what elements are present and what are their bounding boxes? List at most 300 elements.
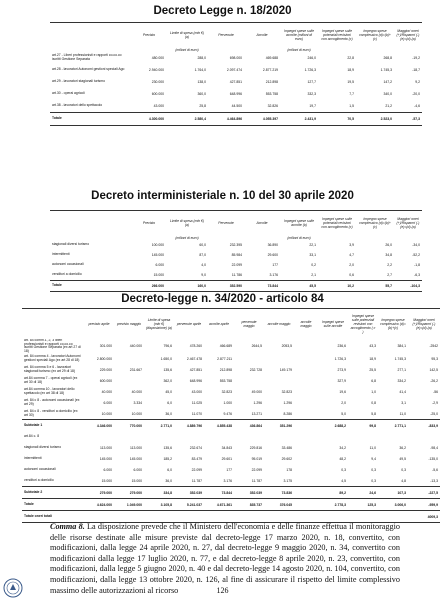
- table-cell: -26,2: [430, 378, 438, 383]
- table-cell: 1.000: [223, 400, 232, 405]
- table-cell: 89,2: [318, 487, 348, 499]
- column-header: previsto maggio: [117, 322, 141, 326]
- column-header: previsto aprile: [88, 322, 110, 326]
- table-cell: 466.689: [219, 344, 232, 349]
- table-cell: 835.737: [234, 499, 264, 511]
- row-label: venditori a domicilio: [24, 478, 54, 483]
- table-cell: 3,1: [401, 400, 406, 405]
- table-cell: 21,2: [385, 104, 392, 108]
- table-cell: 135,6: [163, 445, 172, 450]
- table-cell: 4.464.896: [208, 113, 244, 126]
- table-cell: 11,0: [399, 411, 406, 416]
- table-cell: 360,0: [197, 92, 206, 96]
- table-cell: 440.000: [129, 344, 142, 349]
- units-cell: (milioni di euro): [175, 47, 199, 52]
- table-cell: 1.745,3: [380, 68, 392, 72]
- table-cell: 34,2: [339, 445, 346, 450]
- header-row: [50, 211, 422, 236]
- table-row: [50, 240, 422, 250]
- table-cell: 11.787: [191, 478, 202, 483]
- units-cell: (milioni di euro): [287, 235, 311, 240]
- table-cell: 351.296: [264, 420, 294, 432]
- table-cell: 19,5: [347, 80, 354, 84]
- column-header: Impegni spese sulle potenziali revisioni con accoglimento (c): [321, 29, 353, 41]
- table-cell: 4,8: [401, 478, 406, 483]
- table-row: [50, 270, 422, 281]
- row-label: art. 84 c 8 - venditori a domicilio (ex art 30): [24, 409, 78, 417]
- table-cell: 0,3: [371, 478, 376, 483]
- table-cell: 145.000: [129, 456, 142, 461]
- table-cell: 3,9: [349, 243, 354, 247]
- row-label: autonomi occasionali: [52, 262, 84, 267]
- table-cell: 29.600: [267, 253, 278, 257]
- table-cell: 45,5: [280, 281, 318, 292]
- table-cell: 4.300.000: [132, 113, 166, 126]
- table-cell: -1,8: [414, 263, 420, 267]
- table-cell: 1.726,3: [304, 68, 316, 72]
- table-cell: 83.479: [191, 456, 202, 461]
- table-cell: 2,0: [349, 263, 354, 267]
- row-label: art.84 c. 8: [24, 434, 40, 439]
- table-cell: 376.045: [264, 499, 294, 511]
- table-cell: 32.823: [281, 389, 292, 394]
- table-cell: 178: [286, 467, 292, 472]
- table-cell: 34.843: [221, 445, 232, 450]
- table-cell: -2542: [429, 344, 438, 349]
- table-cell: 4.055.397: [244, 113, 280, 126]
- table-cell: 177: [272, 263, 278, 267]
- row-label: Totale: [50, 281, 132, 292]
- table-row: [22, 386, 440, 397]
- table-row: [50, 76, 422, 88]
- table-cell: 24,6: [348, 487, 378, 499]
- table-cell: 4009,3: [408, 511, 440, 523]
- table-cell: 770.000: [114, 420, 144, 432]
- table-cell: -5,6: [432, 467, 438, 472]
- section2-title: Decreto interministeriale n. 10 del 30 aprile 2020: [91, 190, 354, 202]
- table-row: [50, 64, 422, 76]
- table-cell: 2,2: [387, 263, 392, 267]
- table-cell: 279.000: [114, 487, 144, 499]
- table-cell: [294, 464, 318, 475]
- table-cell: 1.745,3: [394, 356, 406, 361]
- row-label: art. 84 comm.1, 2, 3 liberi professionisti e rapporti co.co.co iscritti Gestione Separata (ex art 27 dl 18): [24, 339, 81, 353]
- table-cell: 3.006,0: [378, 499, 408, 511]
- table-cell: 1.049.000: [114, 499, 144, 511]
- table-cell: 6.000: [155, 263, 164, 267]
- table-cell: -56: [433, 389, 438, 394]
- table-cell: [204, 431, 234, 442]
- table-cell: -2,9: [432, 400, 438, 405]
- table-cell: -25,0: [430, 411, 438, 416]
- table-cell: 288,0: [197, 56, 206, 60]
- table-row: [22, 353, 440, 364]
- table-cell: 49,5: [399, 456, 406, 461]
- table-cell: 0,3: [401, 467, 406, 472]
- table-decreto-interministeriale: [50, 210, 422, 292]
- table-cell: [114, 353, 144, 364]
- table-cell: [114, 431, 144, 442]
- table-cell: 2,0: [341, 400, 346, 405]
- table-cell: 6.000: [103, 467, 112, 472]
- table-cell: 33.486: [281, 445, 292, 450]
- table-cell: 4.855.438: [204, 420, 234, 432]
- units-cell: (milioni di euro): [175, 235, 199, 240]
- table-cell: 9,2: [415, 80, 420, 84]
- column-header: Pervenute: [218, 33, 234, 37]
- table-cell: -98,4: [430, 445, 438, 450]
- table-cell: 352.590: [208, 281, 244, 292]
- table-cell: 332,3: [307, 92, 316, 96]
- row-label: art.30 - operai agricoli: [52, 91, 85, 96]
- section3-title: Decreto-legge n. 34/2020 - articolo 84: [121, 293, 324, 305]
- table-cell: 113.000: [99, 445, 112, 450]
- table-cell: 19,7: [309, 104, 316, 108]
- table-row: [22, 431, 440, 442]
- section1-title: Decreto Legge n. 18/2020: [153, 5, 292, 17]
- table-cell: 22.099: [231, 263, 242, 267]
- table-cell: 73.844: [244, 281, 280, 292]
- column-header: Limite di spesa (mln €) (disposizione) (a): [146, 318, 173, 330]
- row-label: art.84 comma 7 - operai agricoli (ex art 30 dl 18): [24, 376, 78, 384]
- table-cell: 0,8: [371, 400, 376, 405]
- table-cell: [144, 431, 174, 442]
- table-cell: 147,2: [383, 80, 392, 84]
- table-cell: 10.000: [131, 411, 142, 416]
- table-cell: [294, 431, 318, 442]
- table-cell: 478.260: [189, 344, 202, 349]
- table-cell: -20,0: [412, 92, 420, 96]
- table-cell: 55,7: [356, 281, 394, 292]
- table-cell: 127,7: [307, 80, 316, 84]
- row-label: Subtotale 1: [22, 420, 84, 432]
- column-header: Pervenute: [218, 221, 234, 225]
- table-cell: 6.000: [133, 467, 142, 472]
- table-cell: 15.000: [131, 478, 142, 483]
- page-number: 126: [216, 586, 229, 595]
- table-row: [22, 442, 440, 453]
- column-header: Impegno spese complessivo (d)=(b)+(c): [380, 318, 406, 330]
- table-cell: [294, 475, 318, 487]
- table-cell: 3.334: [133, 400, 142, 405]
- table-cell: 19,6: [339, 389, 346, 394]
- table-cell: 145.000: [151, 253, 164, 257]
- table-cell: 41,4: [399, 389, 406, 394]
- table-cell: 273,9: [337, 367, 346, 372]
- table-row: [22, 375, 440, 386]
- table-cell: 600.000: [151, 92, 164, 96]
- table-row: [22, 453, 440, 464]
- table-cell: 268,8: [383, 56, 392, 60]
- table-cell: 7,7: [349, 92, 354, 96]
- table-cell: 70,5: [318, 113, 356, 126]
- table-cell: 9,4: [371, 456, 376, 461]
- table-cell: 32.823: [221, 389, 232, 394]
- table-cell: [114, 375, 144, 386]
- table-cell: 6,0: [167, 400, 172, 405]
- table-cell: 44.500: [231, 104, 242, 108]
- table-cell: 43.000: [191, 389, 202, 394]
- table-row: [22, 464, 440, 475]
- table-cell: 4,5: [341, 478, 346, 483]
- table-cell: [318, 431, 348, 442]
- table-cell: 4,7: [349, 253, 354, 257]
- table-cell: 22,1: [309, 243, 316, 247]
- table-cell: 11.786: [231, 273, 242, 277]
- column-header: pervenute aprile: [176, 322, 202, 326]
- column-header: Impegni spese sulle accolte (b): [284, 219, 314, 227]
- table-cell: 327,9: [337, 378, 346, 383]
- table-row: [22, 364, 440, 375]
- table-cell: 2.771,1: [378, 420, 408, 432]
- row-label: art.29 - lavoratori stagionali turismo: [52, 79, 105, 84]
- table-cell: 149.179: [279, 367, 292, 372]
- table-cell: 2.688,2: [318, 420, 348, 432]
- table-cell: 212.898: [265, 80, 278, 84]
- row-label: Totale: [50, 113, 132, 126]
- table-cell: 32.826: [267, 104, 278, 108]
- table-cell: [294, 353, 318, 364]
- table-cell: 2053,5: [281, 344, 292, 349]
- table-cell: 49.000: [251, 389, 262, 394]
- table-cell: 600.000: [99, 378, 112, 383]
- table-cell: 29.602: [281, 456, 292, 461]
- table-cell: 2,7: [387, 273, 392, 277]
- row-label: art.84 comma 10 - lavoratori dello spettacolo (ex art 38 dl 18): [24, 387, 75, 395]
- table-row: [50, 52, 422, 64]
- column-header: pervenute maggio: [241, 320, 257, 328]
- row-label: autonomi occasionali: [24, 467, 56, 472]
- table-cell: [234, 353, 264, 364]
- table-row: [50, 260, 422, 270]
- table-cell: [294, 420, 318, 432]
- table-cell: 113.000: [129, 445, 142, 450]
- table-cell: 15.000: [153, 273, 164, 277]
- table-cell: 100.000: [151, 243, 164, 247]
- row-label: art.38 - lavoratori dello spettacolo: [52, 103, 103, 108]
- table-cell: 4.671.361: [204, 499, 234, 511]
- table-cell: 648.996: [229, 92, 242, 96]
- table-cell: 334,8: [144, 487, 174, 499]
- table-cell: 8.286: [283, 411, 292, 416]
- table-cell: 648.996: [189, 378, 202, 383]
- table-cell: [408, 431, 440, 442]
- table-cell: -6,3: [414, 273, 420, 277]
- table-cell: 135,6: [163, 367, 172, 372]
- table-cell: -4,6: [414, 104, 420, 108]
- table-cell: 5,8: [371, 411, 376, 416]
- header-blank: [50, 23, 132, 48]
- column-header: accolte maggio: [267, 322, 291, 326]
- table-cell: 480.000: [151, 56, 164, 60]
- table-cell: 142,5: [429, 367, 438, 372]
- table-row: [22, 397, 440, 408]
- table-cell: 698.000: [229, 56, 242, 60]
- table-cell: 125,3: [348, 499, 378, 511]
- table-cell: -13,3: [430, 478, 438, 483]
- table-cell: [294, 364, 318, 375]
- table-cell: 138,0: [197, 80, 206, 84]
- table-cell: 25,5: [369, 367, 376, 372]
- table-cell: 22.099: [191, 467, 202, 472]
- table-row: [50, 100, 422, 113]
- table-cell: 34,8: [385, 253, 392, 257]
- table-cell: 279.000: [84, 487, 114, 499]
- table-cell: 18,9: [369, 356, 376, 361]
- table-cell: 1,0: [371, 389, 376, 394]
- table-cell: 85.984: [231, 253, 242, 257]
- table-cell: 33,1: [309, 253, 316, 257]
- table-cell: 0,2: [311, 263, 316, 267]
- table-cell: 10.000: [101, 411, 112, 416]
- row-label: art. 84 comma 5 e 6 - lavoratori stagionali turismo (ex art 29 dl 18): [24, 365, 76, 373]
- table-cell: 266.000: [132, 281, 166, 292]
- table-cell: 13.271: [251, 411, 262, 416]
- table-cell: 2.800.000: [96, 356, 112, 361]
- table-cell: 73.844: [204, 487, 234, 499]
- table-cell: 5,0: [341, 411, 346, 416]
- column-header: Maggiori oneri (+)/Risparmi (-) (e)=(d)-(a): [396, 29, 420, 41]
- table-cell: 29.601: [221, 456, 232, 461]
- table-cell: 301.000: [99, 344, 112, 349]
- table-cell: 4.889.796: [174, 420, 204, 432]
- table-cell: 95.019: [251, 456, 262, 461]
- table-row: [22, 339, 440, 353]
- header-row: [22, 309, 440, 340]
- row-label: intermittenti: [24, 456, 42, 461]
- table-cell: 232.395: [229, 243, 242, 247]
- table-cell: 2,1: [311, 273, 316, 277]
- table-cell: 0,3: [341, 467, 346, 472]
- table-cell: 2.580,4: [166, 113, 208, 126]
- header-blank: [50, 211, 132, 236]
- column-header: Impegni spese sulle potenziali revisioni con accoglimento (c): [321, 217, 353, 229]
- table-cell: 177: [226, 467, 232, 472]
- row-label: Subtotale 2: [22, 487, 84, 499]
- table-cell: 2.778,3: [318, 499, 348, 511]
- table-cell: -227,5: [408, 487, 440, 499]
- table-cell: [294, 487, 318, 499]
- table-cell: -34,0: [412, 243, 420, 247]
- row-label: intermittenti: [52, 252, 70, 257]
- table-cell: 427.851: [189, 367, 202, 372]
- table-cell: 3.176: [223, 478, 232, 483]
- table-cell: 236,6: [337, 344, 346, 349]
- table-cell: 384,1: [397, 344, 406, 349]
- table-cell: [264, 353, 294, 364]
- table-cell: 553.758: [265, 92, 278, 96]
- table-cell: 73.836: [264, 487, 294, 499]
- row-label: art.28 - lavoratori Autonomi gestioni speciali Ago: [52, 67, 125, 72]
- table-cell: -959,9: [408, 499, 440, 511]
- table-cell: 232.674: [189, 445, 202, 450]
- table-cell: 5.241.037: [174, 499, 204, 511]
- table-cell: 469.688: [265, 56, 278, 60]
- row-label: Totale: [22, 499, 84, 511]
- table-cell: 3.105,8: [144, 499, 174, 511]
- table-cell: 22,8: [347, 56, 354, 60]
- table-cell: [174, 431, 204, 442]
- table-cell: [84, 431, 114, 442]
- table-cell: 1.296: [253, 400, 262, 405]
- table-cell: 40.000: [131, 389, 142, 394]
- column-header: Impegno spese complessivo (d)=(b)+(c): [359, 217, 391, 229]
- table-cell: 2.771,0: [144, 420, 174, 432]
- table-cell: 1,5: [349, 104, 354, 108]
- table-cell: [294, 499, 318, 511]
- table-cell: -19,2: [412, 56, 420, 60]
- table-decreto-18: [50, 22, 422, 126]
- table-cell: 40.000: [101, 389, 112, 394]
- table-cell: 2.467.478: [186, 356, 202, 361]
- row-label: venditori a domicilio: [52, 272, 82, 277]
- table-cell: 352.039: [234, 487, 264, 499]
- table-cell: 0,6: [349, 273, 354, 277]
- table-cell: 229.000: [99, 367, 112, 372]
- table-cell: [234, 375, 264, 386]
- units-cell: (milioni di euro): [287, 47, 311, 52]
- table-cell: [348, 431, 378, 442]
- table-cell: [294, 408, 318, 420]
- table-cell: 0,3: [371, 467, 376, 472]
- table-cell: 26,0: [385, 243, 392, 247]
- table-cell: 15.000: [101, 478, 112, 483]
- table-row: [22, 475, 440, 487]
- table-cell: 48,2: [339, 456, 346, 461]
- table-cell: 427.851: [229, 80, 242, 84]
- table-row: [22, 420, 440, 432]
- table-cell: -57,3: [394, 113, 422, 126]
- table-cell: 145.000: [99, 456, 112, 461]
- table-cell: 1.764,0: [194, 68, 206, 72]
- table-cell: 796,6: [163, 344, 172, 349]
- table-cell: 45,0: [165, 389, 172, 394]
- table-cell: [294, 339, 318, 353]
- table-cell: 36,0: [165, 478, 172, 483]
- table-cell: 2.877.211: [217, 356, 232, 361]
- column-header: Accolte: [256, 221, 268, 225]
- table-cell: 277,1: [397, 367, 406, 372]
- column-header: Limite di spesa (mln €) (a): [169, 31, 205, 39]
- table-cell: 4,0: [201, 263, 206, 267]
- header-row: [50, 23, 422, 48]
- column-header: Impegni spese sulle accolte: [321, 320, 345, 328]
- table-cell: 229.816: [249, 445, 262, 450]
- table-row: [22, 487, 440, 499]
- table-cell: 2.877.219: [262, 68, 278, 72]
- header-blank: [22, 309, 84, 340]
- table-cell: 246,0: [307, 56, 316, 60]
- column-header: Impegni spese sulle accolte (milioni di euro): [284, 29, 314, 41]
- table-cell: 1.726,3: [334, 356, 346, 361]
- column-header: accolte aprile: [209, 322, 229, 326]
- column-header: Impegni spese sulle potenziali revisioni con accoglimento ( c ): [350, 314, 376, 334]
- column-header: Limite di spesa (mln €) (a): [169, 219, 205, 227]
- table-cell: -135,0: [428, 456, 438, 461]
- row-label: art.27 - Liberi professionisti e rapporti co.co.co iscritti Gestione Separata: [52, 53, 122, 61]
- table-cell: 436.864: [234, 420, 264, 432]
- table-cell: 6.000: [103, 400, 112, 405]
- table-cell: 3.175: [283, 478, 292, 483]
- table-cell: 2.523,0: [356, 113, 394, 126]
- table-cell: [294, 397, 318, 408]
- table-cell: [378, 431, 408, 442]
- table-cell: 1.296: [283, 400, 292, 405]
- table-cell: [294, 442, 318, 453]
- table-row: [50, 281, 422, 292]
- column-header: accolte maggio: [300, 320, 312, 328]
- column-header: Accolte: [256, 33, 268, 37]
